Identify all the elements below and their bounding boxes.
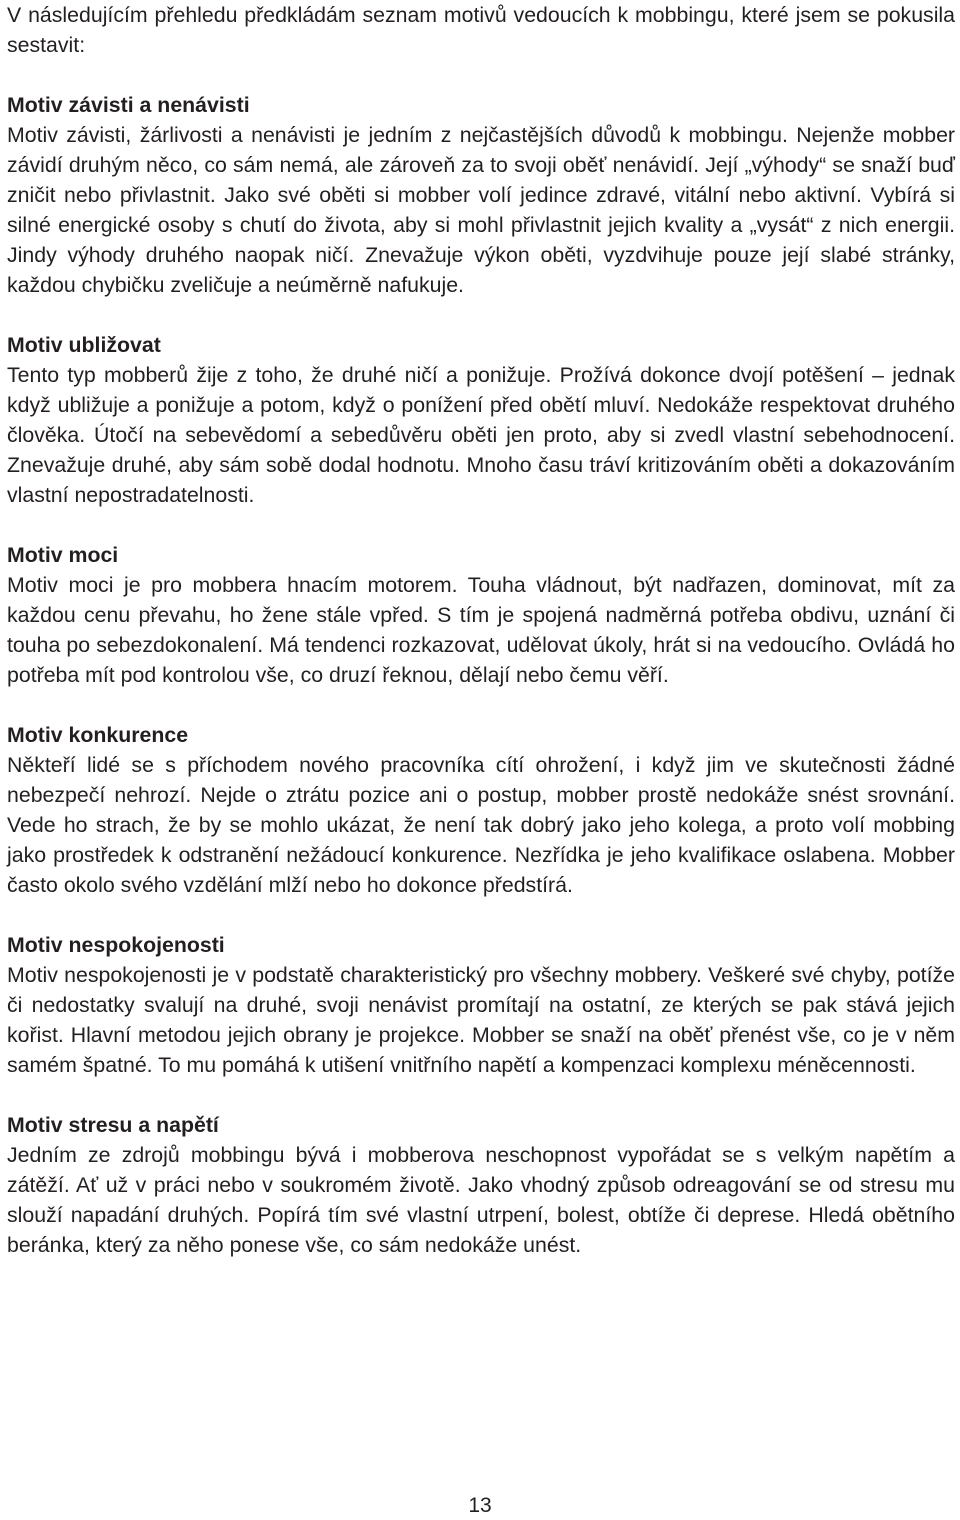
section-text: Motiv nespokojenosti je v podstatě charakteristický pro všechny mobbery. Veškeré své chyby, potíže či nedostatky svalují na druhé, svoji nenávist promítají na ostatní, ze kterých se pak stává jejich kořist. Hlavní metodou jejich obrany je projekce. Mobber se snaží na oběť přenést vše, co je v něm samém špatné. To mu pomáhá k utišení vnitřního napětí a kompenzaci komplexu méněcennosti. [7,963,955,1077]
section-competition [7,720,955,900]
section-text: Tento typ mobberů žije z toho, že druhé ničí a ponižuje. Prožívá dokonce dvojí potěšení – jednak když ubližuje a ponižuje a potom, když o ponížení před obětí mluví. Nedokáže respektovat druhého člověka. Útočí na sebevědomí a sebedůvěru oběti jen proto, aby si zvedl vlastní sebehodnocení. Znevažuje druhé, aby sám sobě dodal hodnotu. Mnoho času tráví kritizováním oběti a dokazováním vlastní nepostradatelnosti. [7,363,955,507]
section-heading: Motiv ubližovat [7,333,161,357]
section-dissatisfaction [7,930,955,1080]
page-number: 13 [468,1494,492,1517]
section-power [7,540,955,690]
section-text: Motiv moci je pro mobbera hnacím motorem. Touha vládnout, být nadřazen, dominovat, mít za každou cenu převahu, ho žene stále vpřed. S tím je spojená nadměrná potřeba obdivu, uznání či touha po sebezdokonalení. Má tendenci rozkazovat, udělovat úkoly, hrát si na vedoucího. Ovládá ho potřeba mít pod kontrolou vše, co druzí řeknou, dělají nebo čemu věří. [7,573,955,687]
section-heading: Motiv konkurence [7,723,189,747]
section-text: Jedním ze zdrojů mobbingu bývá i mobberova neschopnost vypořádat se s velkým napětím a zátěží. Ať už v práci nebo v soukromém životě. Jako vhodný způsob odreagování se od stresu mu slouží napadání druhých. Popírá tím své vlastní utrpení, bolest, obtíže či deprese. Hledá obětního beránka, který za něho ponese vše, co sám nedokáže unést. [7,1143,955,1257]
section-heading: Motiv moci [7,543,119,567]
section-heading: Motiv závisti a nenávisti [7,93,250,117]
section-text: Někteří lidé se s příchodem nového pracovníka cítí ohrožení, i když jim ve skutečnosti žádné nebezpečí nehrozí. Nejde o ztrátu pozice ani o postup, mobber prostě nedokáže snést srovnání. Vede ho strach, že by se mohlo ukázat, že není tak dobrý jako jeho kolega, a proto volí mobbing jako prostředek k odstranění nežádoucí konkurence. Nezřídka je jeho kvalifikace oslabena. Mobber často okolo svého vzdělání mlží nebo ho dokonce předstírá. [7,753,955,897]
document-page [7,0,955,1260]
section-stress-tension [7,1110,955,1260]
intro-paragraph: V následujícím přehledu předkládám seznam motivů vedoucích k mobbingu, které jsem se pokusila sestavit: [7,3,955,57]
section-heading: Motiv stresu a napětí [7,1113,219,1137]
section-hurting [7,330,955,510]
section-heading: Motiv nespokojenosti [7,933,225,957]
section-envy-hatred [7,90,955,300]
section-text: Motiv závisti, žárlivosti a nenávisti je jedním z nejčastějších důvodů k mobbingu. Nejenže mobber závidí druhým něco, co sám nemá, ale zároveň za to svoji oběť nenávidí. Její „výhody“ se snaží buď zničit nebo přivlastnit. Jako své oběti si mobber volí jedince zdravé, vitální nebo aktivní. Vybírá si silné energické osoby s chutí do života, aby si mohl přivlastnit jejich kvality a „vysát“ z nich energii. Jindy výhody druhého naopak ničí. Znevažuje výkon oběti, vyzdvihuje pouze její slabé stránky, každou chybičku zveličuje a neúměrně nafukuje. [7,123,955,297]
